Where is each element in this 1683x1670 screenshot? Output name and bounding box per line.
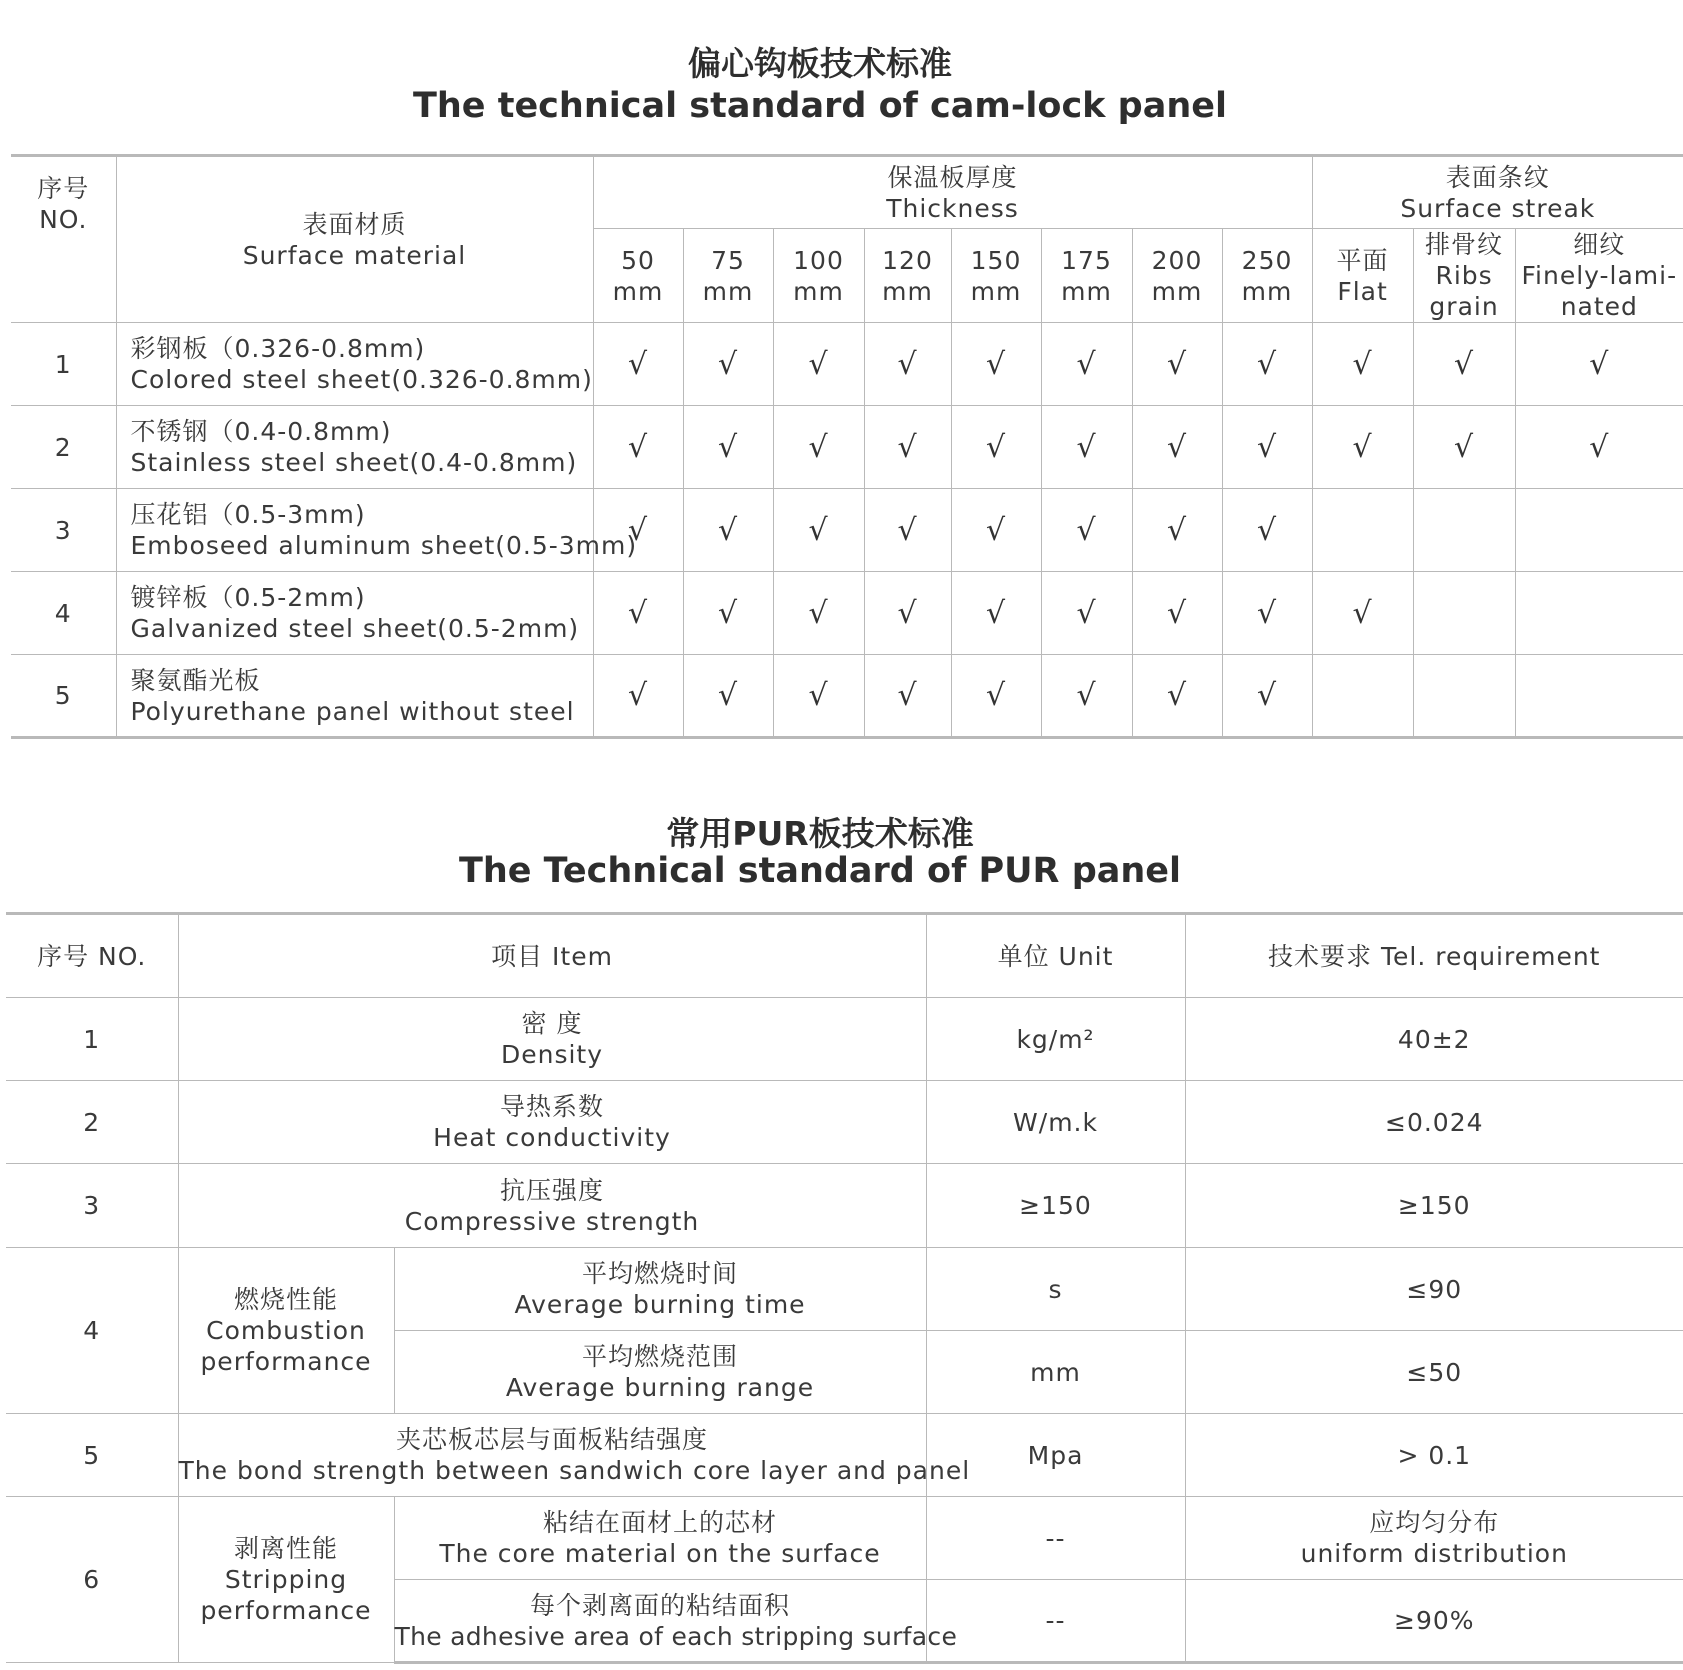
header-thickness-en: Thickness	[886, 193, 1019, 223]
check-mark: √	[1515, 406, 1683, 489]
material-en: Emboseed aluminum sheet(0.5-3mm)	[130, 531, 638, 560]
header-ribs	[1413, 229, 1515, 323]
group-en: Stripping	[224, 1565, 348, 1594]
check-mark: √	[773, 406, 864, 489]
item-cn: 粘结在面材上的芯材	[543, 1508, 778, 1537]
check-mark: √	[593, 655, 683, 738]
header-ribs-en1: Ribs	[1435, 261, 1493, 290]
row-group	[178, 1248, 394, 1414]
check-mark: √	[683, 323, 773, 406]
size-value: 75	[711, 245, 745, 275]
material-cn: 压花铝（0.5-3mm)	[130, 500, 366, 529]
size-unit: mm	[793, 276, 844, 306]
row-no: 4	[11, 572, 116, 655]
group-en: Combustion	[206, 1316, 366, 1345]
pur-header-unit: 单位 Unit	[926, 914, 1185, 998]
group-cn: 剥离性能	[233, 1534, 338, 1563]
header-fine-cn: 细纹	[1573, 230, 1626, 259]
header-ribs-en2: grain	[1429, 292, 1499, 321]
row-item	[394, 1248, 926, 1331]
size-unit: mm	[702, 276, 754, 306]
table-row	[11, 572, 1683, 655]
material-en: Stainless steel sheet(0.4-0.8mm)	[130, 448, 578, 477]
row-no: 5	[11, 655, 116, 738]
row-unit: mm	[926, 1331, 1185, 1414]
row-group	[178, 1497, 394, 1663]
header-streak-cn: 表面条纹	[1445, 162, 1550, 192]
row-no: 1	[11, 323, 116, 406]
size-value: 200	[1151, 245, 1203, 275]
header-size	[593, 229, 683, 323]
check-mark: √	[1222, 406, 1312, 489]
item-cn: 平均燃烧范围	[582, 1342, 739, 1371]
check-mark: √	[1222, 572, 1312, 655]
item-en: Average burning range	[505, 1373, 815, 1402]
table-row	[11, 655, 1683, 738]
empty-cell	[1515, 489, 1683, 572]
item-en: Compressive strength	[404, 1206, 700, 1236]
row-no: 6	[6, 1497, 178, 1663]
row-req	[1185, 1497, 1683, 1580]
size-unit: mm	[612, 276, 664, 306]
check-mark: √	[1312, 406, 1413, 489]
table-row	[6, 1164, 1683, 1248]
header-material-en: Surface material	[242, 240, 467, 270]
size-unit: mm	[1241, 276, 1293, 306]
material-cn: 聚氨酯光板	[130, 665, 261, 695]
check-mark: √	[864, 323, 951, 406]
cam-title-en: The technical standard of cam-lock panel	[413, 86, 1227, 126]
pur-header-req: 技术要求 Tel. requirement	[1185, 914, 1683, 998]
header-ribs-cn: 排骨纹	[1425, 230, 1504, 259]
header-size	[773, 229, 864, 323]
item-cn: 导热系数	[500, 1092, 605, 1121]
check-mark: √	[1132, 655, 1222, 738]
size-value: 100	[793, 245, 844, 275]
check-mark: √	[593, 572, 683, 655]
header-size	[1041, 229, 1132, 323]
check-mark: √	[951, 572, 1041, 655]
header-no-cn: 序号	[37, 174, 90, 203]
row-req: ≤90	[1185, 1248, 1683, 1331]
check-mark: √	[951, 406, 1041, 489]
header-flat-en: Flat	[1337, 276, 1388, 306]
empty-cell	[1515, 655, 1683, 738]
check-mark: √	[864, 489, 951, 572]
row-unit: W/m.k	[926, 1081, 1185, 1164]
header-size	[864, 229, 951, 323]
check-mark: √	[773, 323, 864, 406]
row-item	[394, 1580, 958, 1663]
header-flat	[1312, 229, 1413, 323]
table-row	[11, 406, 1683, 489]
size-unit: mm	[882, 276, 933, 306]
header-fine-en1: Finely-lami-	[1521, 261, 1678, 290]
check-mark: √	[1041, 489, 1132, 572]
size-unit: mm	[1151, 276, 1203, 306]
row-no: 4	[6, 1248, 178, 1414]
item-en: The core material on the surface	[439, 1539, 881, 1568]
material-en: Colored steel sheet(0.326-0.8mm)	[130, 365, 593, 394]
check-mark: √	[951, 489, 1041, 572]
item-cn: 每个剥离面的粘结面积	[530, 1590, 791, 1620]
row-no: 5	[6, 1414, 178, 1497]
check-mark: √	[1222, 655, 1312, 738]
row-unit: ≥150	[926, 1164, 1185, 1248]
pur-header-item: 项目 Item	[178, 914, 926, 998]
header-material-cn: 表面材质	[302, 209, 407, 239]
group-en: performance	[200, 1347, 372, 1376]
item-en: The bond strength between sandwich core layer and panel	[178, 1456, 971, 1485]
header-fine	[1515, 229, 1683, 323]
header-flat-cn: 平面	[1336, 245, 1389, 275]
check-mark: √	[593, 406, 683, 489]
check-mark: √	[773, 572, 864, 655]
header-size	[1222, 229, 1312, 323]
row-unit: kg/m²	[926, 998, 1185, 1081]
check-mark: √	[773, 655, 864, 738]
row-material	[116, 406, 593, 489]
item-en: Heat conductivity	[433, 1123, 671, 1152]
row-material	[116, 323, 593, 406]
row-unit: --	[926, 1497, 1185, 1580]
table-row	[6, 1081, 1683, 1164]
row-material	[116, 655, 593, 738]
pur-title-en: The Technical standard of PUR panel	[458, 851, 1182, 891]
material-cn: 镀锌板（0.5-2mm)	[130, 583, 366, 612]
table-row	[6, 1414, 1683, 1497]
check-mark: √	[1222, 323, 1312, 406]
header-thickness	[593, 156, 1312, 229]
check-mark: √	[1413, 323, 1515, 406]
size-value: 250	[1241, 245, 1293, 275]
check-mark: √	[1041, 572, 1132, 655]
header-size	[683, 229, 773, 323]
header-size	[1132, 229, 1222, 323]
row-item	[178, 1081, 926, 1164]
header-fine-en2: nated	[1560, 292, 1638, 321]
size-unit: mm	[970, 276, 1022, 306]
check-mark: √	[864, 572, 951, 655]
row-no: 2	[6, 1081, 178, 1164]
item-en: Average burning time	[514, 1290, 806, 1319]
empty-cell	[1515, 572, 1683, 655]
row-item	[178, 998, 926, 1081]
row-req: ≤50	[1185, 1331, 1683, 1414]
material-en: Galvanized steel sheet(0.5-2mm)	[130, 614, 580, 643]
pur-title-cn: 常用PUR板技术标准	[666, 814, 974, 853]
check-mark: √	[1041, 655, 1132, 738]
cam-table-body	[11, 323, 1683, 738]
header-no	[11, 156, 116, 323]
row-material	[116, 489, 638, 572]
material-cn: 不锈钢（0.4-0.8mm)	[130, 417, 392, 446]
check-mark: √	[1132, 489, 1222, 572]
empty-cell	[1312, 655, 1413, 738]
header-streak	[1312, 156, 1683, 229]
check-mark: √	[773, 489, 864, 572]
check-mark: √	[593, 489, 683, 572]
check-mark: √	[1041, 323, 1132, 406]
row-no: 2	[11, 406, 116, 489]
check-mark: √	[951, 323, 1041, 406]
item-cn: 平均燃烧时间	[582, 1259, 739, 1288]
check-mark: √	[1312, 572, 1413, 655]
row-unit: Mpa	[926, 1414, 1185, 1497]
check-mark: √	[1041, 406, 1132, 489]
check-mark: √	[1413, 406, 1515, 489]
header-material	[116, 156, 593, 323]
item-cn: 夹芯板芯层与面板粘结强度	[396, 1425, 709, 1454]
check-mark: √	[683, 406, 773, 489]
row-req: ≥150	[1185, 1164, 1683, 1248]
check-mark: √	[593, 323, 683, 406]
row-item	[394, 1331, 926, 1414]
row-no: 1	[6, 998, 178, 1081]
size-value: 150	[970, 245, 1022, 275]
check-mark: √	[951, 655, 1041, 738]
row-req: ≤0.024	[1185, 1081, 1683, 1164]
size-value: 120	[882, 245, 933, 275]
item-en: The adhesive area of each stripping surface	[394, 1621, 958, 1651]
item-cn: 密 度	[521, 1009, 583, 1038]
cam-title-cn: 偏心钩板技术标准	[688, 44, 952, 83]
row-no: 3	[6, 1164, 178, 1248]
check-mark: √	[1132, 572, 1222, 655]
item-en: Density	[500, 1040, 604, 1069]
cam-lock-table	[11, 154, 1683, 739]
item-cn: 抗压强度	[500, 1175, 605, 1205]
table-row	[6, 1497, 1683, 1580]
size-unit: mm	[1061, 276, 1112, 306]
check-mark: √	[1312, 323, 1413, 406]
table-row	[6, 998, 1683, 1081]
header-thickness-cn: 保温板厚度	[887, 162, 1018, 192]
pur-header-no: 序号 NO.	[6, 914, 178, 998]
header-size	[951, 229, 1041, 323]
row-item	[178, 1414, 971, 1497]
check-mark: √	[1132, 323, 1222, 406]
pur-table	[6, 912, 1683, 1664]
row-unit: --	[926, 1580, 1185, 1663]
check-mark: √	[683, 572, 773, 655]
row-no: 3	[11, 489, 116, 572]
row-req: ≥90%	[1185, 1580, 1683, 1663]
row-unit: s	[926, 1248, 1185, 1331]
empty-cell	[1413, 655, 1515, 738]
row-material	[116, 572, 593, 655]
row-req: > 0.1	[1185, 1414, 1683, 1497]
check-mark: √	[683, 489, 773, 572]
empty-cell	[1413, 489, 1515, 572]
empty-cell	[1312, 489, 1413, 572]
req-cn: 应均匀分布	[1369, 1508, 1500, 1537]
header-no-en: NO.	[39, 205, 88, 234]
check-mark: √	[1222, 489, 1312, 572]
check-mark: √	[1515, 323, 1683, 406]
empty-cell	[1413, 572, 1515, 655]
row-item	[394, 1497, 926, 1580]
table-row	[6, 1248, 1683, 1331]
size-value: 175	[1061, 245, 1112, 275]
group-en: performance	[200, 1596, 372, 1625]
check-mark: √	[864, 406, 951, 489]
group-cn: 燃烧性能	[233, 1285, 338, 1314]
table-row	[11, 489, 1683, 572]
row-item	[178, 1164, 926, 1248]
check-mark: √	[1132, 406, 1222, 489]
material-en: Polyurethane panel without steel	[130, 696, 575, 726]
size-value: 50	[621, 245, 655, 275]
check-mark: √	[864, 655, 951, 738]
header-streak-en: Surface streak	[1400, 193, 1596, 223]
material-cn: 彩钢板（0.326-0.8mm)	[130, 334, 426, 363]
row-req: 40±2	[1185, 998, 1683, 1081]
check-mark: √	[683, 655, 773, 738]
table-row	[11, 323, 1683, 406]
req-en: uniform distribution	[1300, 1539, 1568, 1568]
